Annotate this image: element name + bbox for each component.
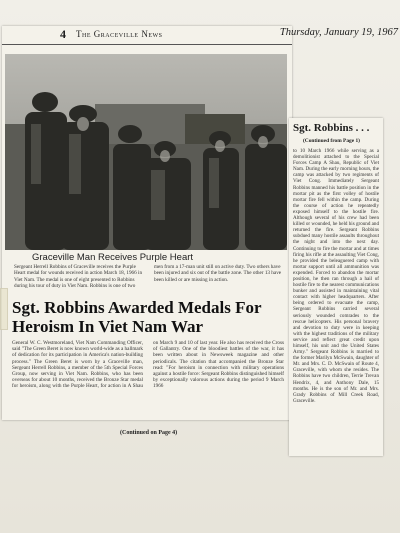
news-photo <box>5 54 287 250</box>
photo-caption-title: Graceville Man Receives Purple Heart <box>32 252 194 263</box>
page-number: 4 <box>60 27 66 41</box>
continuation-clipping <box>289 118 383 456</box>
continuation-title: Sgt. Robbins . . . <box>293 122 370 134</box>
tape-strip <box>0 288 8 330</box>
continuation-body: to 10 March 1966 while serving as a demolitionist attached to the Special Forces Camp A Shau, Republic of Viet Nam. During the early morning hours, the camp was attacked by two regiments of Viet Cong. Immediately Sergeant Robbins manned his battle position in the mortar pit as the first volley of hostile mortar fire fell within the camp. During the course of action he repeatedly exposed himself to the hostile fire. Although several of his crew had been killed or wounded, he held his ground and returned the fire. Sergeant Robbins subdued many hostile assaults throughout the night and into the next day. Continuing to fire the mortar and at times firing his rifle at the assaulting Viet Cong, he provided the beleaguered camp with mortar support until all ammunition was expended. Forced to abandon the mortar position, he then ran through a hail of hostile fire to the nearest communications bunker and assisted in maintaining vital contact with higher headquarters. After being ordered to evacuate the camp, Sergeant Robbins carried several seriously wounded comrades to the rescue helicopters. His personal bravery and devotion to duty were in keeping with the highest traditions of the military service and reflect great credit upon himself, his unit and the United States Army." Sergeant Robbins is married to the former Marilyn McSwain, daughter of Mr. and Mrs. C. D. McSwain of Route 4, Graceville, with whom she resides. The Robbins have two children, Terrie Trevan Hendrix, 4, and Anthony Dale, 15 months. He is the son of Mr. and Mrs. Grady Robbins of Mill Creek Road, Graceville. <box>293 148 380 404</box>
photo-soldiers-illustration <box>5 54 287 250</box>
newspaper-header <box>2 26 398 45</box>
continuation-subtitle: (Continued from Page 1) <box>303 138 360 144</box>
article-headline: Sgt. Robbins Awarded Medals For Heroism In Viet Nam War <box>12 298 262 336</box>
continued-note: (Continued on Page 4) <box>120 430 178 436</box>
article-body: General W. C. Westmoreland, Viet Nam Commanding Officer, said "The Green Beret is now known world-wide as a hallmark of dedication for its participation in America's nation-building process." The Green Beret is worn by a Graceville man, Sergeant Herrell Robbins, a member of the 5th Special Forces Group, now serving in Viet Nam. Robbins, who has been overseas for about 10 months, received the Bronze Star medal for heroism, along with the Purple Heart, for action in A Shau on March 9 and 10 of last year. He also has received the Cross of Gallantry. One of the bloodiest battles of the war, it has been written about in Newsweek magazine and other periodicals. The citation that accompanied the Bronze Star read: "For heroism in connection with military operations against a hostile force: Sergeant Robbins distinguished himself by exceptionally valorous actions during the period 9 March 1966 <box>12 340 284 390</box>
issue-date: Thursday, January 19, 1967 <box>279 27 398 38</box>
paper-name: The Graceville News <box>76 29 163 39</box>
photo-caption: Sergeant Herrell Robbins of Graceville receives the Purple Heart medal for wounds received in action March 18, 1966 in Viet Nam. The medal is one of eight presented to Robbins during his tour of duty in Viet Nam. Robbins is one of two men from a 17-man unit still on active duty. Two others have been injured and six out of the battle zone. The other 13 have been killed or are missing in action. <box>14 264 282 290</box>
